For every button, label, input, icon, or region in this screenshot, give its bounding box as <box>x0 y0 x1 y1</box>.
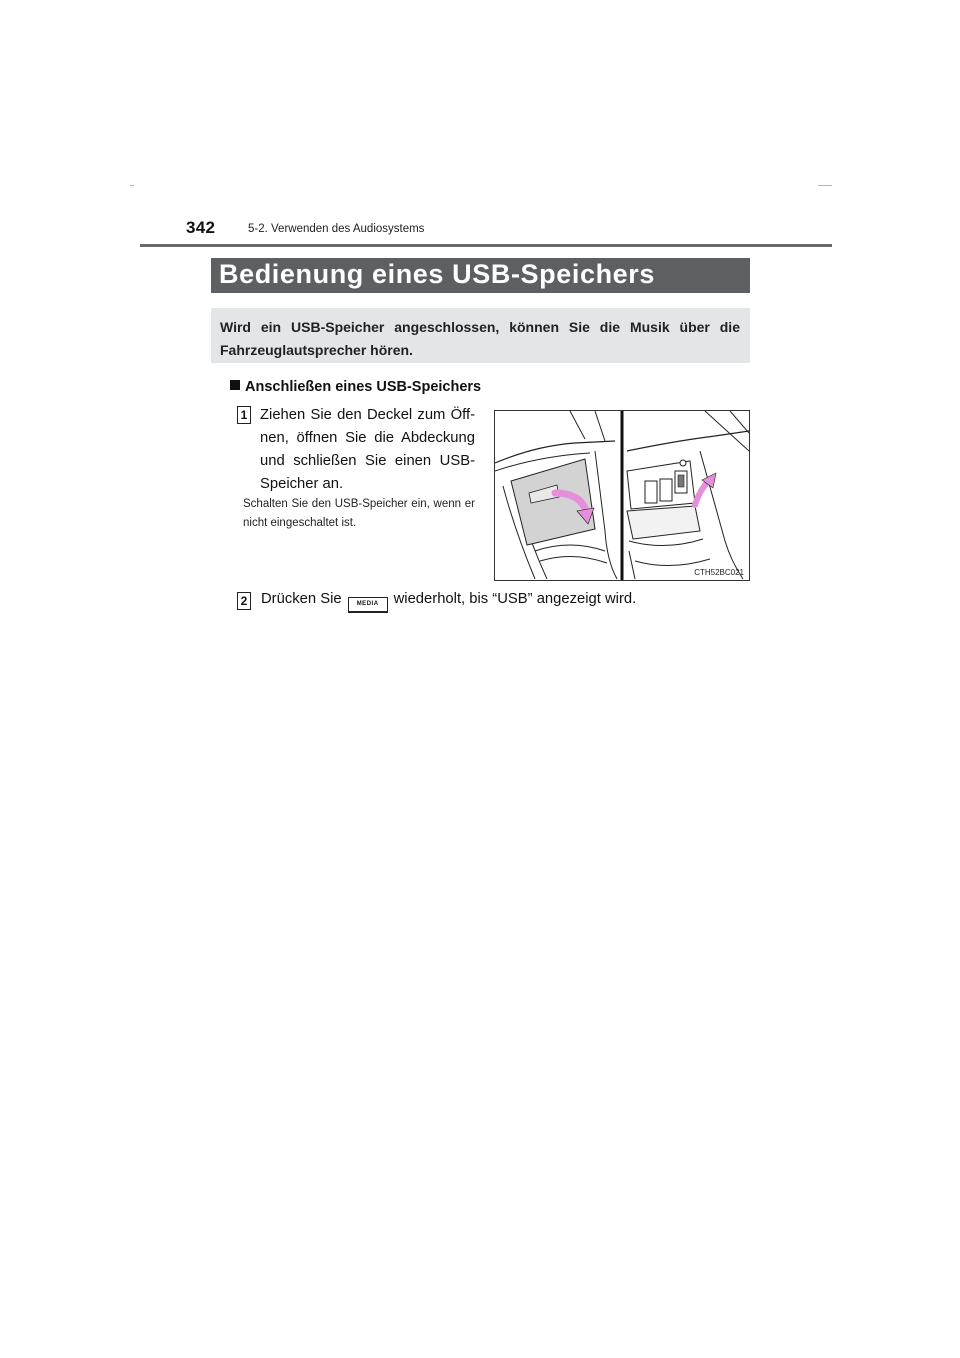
step-1-text: Ziehen Sie den Deckel zum Öff-nen, öffnen Sie die Abdeckung und schließen Sie einen USB-Speicher an. <box>260 407 475 492</box>
title-bar <box>211 258 750 293</box>
step-2-text <box>261 591 636 613</box>
crop-mark-left <box>130 185 134 186</box>
step-1-number: 1 <box>237 406 251 424</box>
header-rule <box>140 244 832 247</box>
section-label: 5-2. Verwenden des Audiosystems <box>248 223 425 235</box>
bullet-square-icon <box>230 380 240 390</box>
crop-mark-right <box>818 185 832 186</box>
figure-code: CTH52BC021 <box>694 568 744 577</box>
step-1-note: Schalten Sie den USB-Speicher ein, wenn er nicht eingeschaltet ist. <box>243 498 475 529</box>
usb-illustration-drawing <box>495 411 749 580</box>
step-2-text-after: wiederholt, bis “USB” angezeigt wird. <box>393 591 637 607</box>
step-2-text-before: Drücken Sie <box>261 591 342 607</box>
page-title: Bedienung eines USB-Speichers <box>219 259 656 289</box>
step-2-number: 2 <box>237 592 251 610</box>
intro-text: Wird ein USB-Speicher angeschlossen, können Sie die Musik über die Fahrzeuglautsprecher hören. <box>220 319 740 358</box>
subheading-text: Anschließen eines USB-Speichers <box>245 379 482 395</box>
subheading <box>230 379 481 395</box>
usb-illustration <box>494 410 750 581</box>
media-button-icon: MEDIA <box>348 597 388 613</box>
intro-box <box>211 308 750 363</box>
page-number: 342 <box>186 218 216 237</box>
